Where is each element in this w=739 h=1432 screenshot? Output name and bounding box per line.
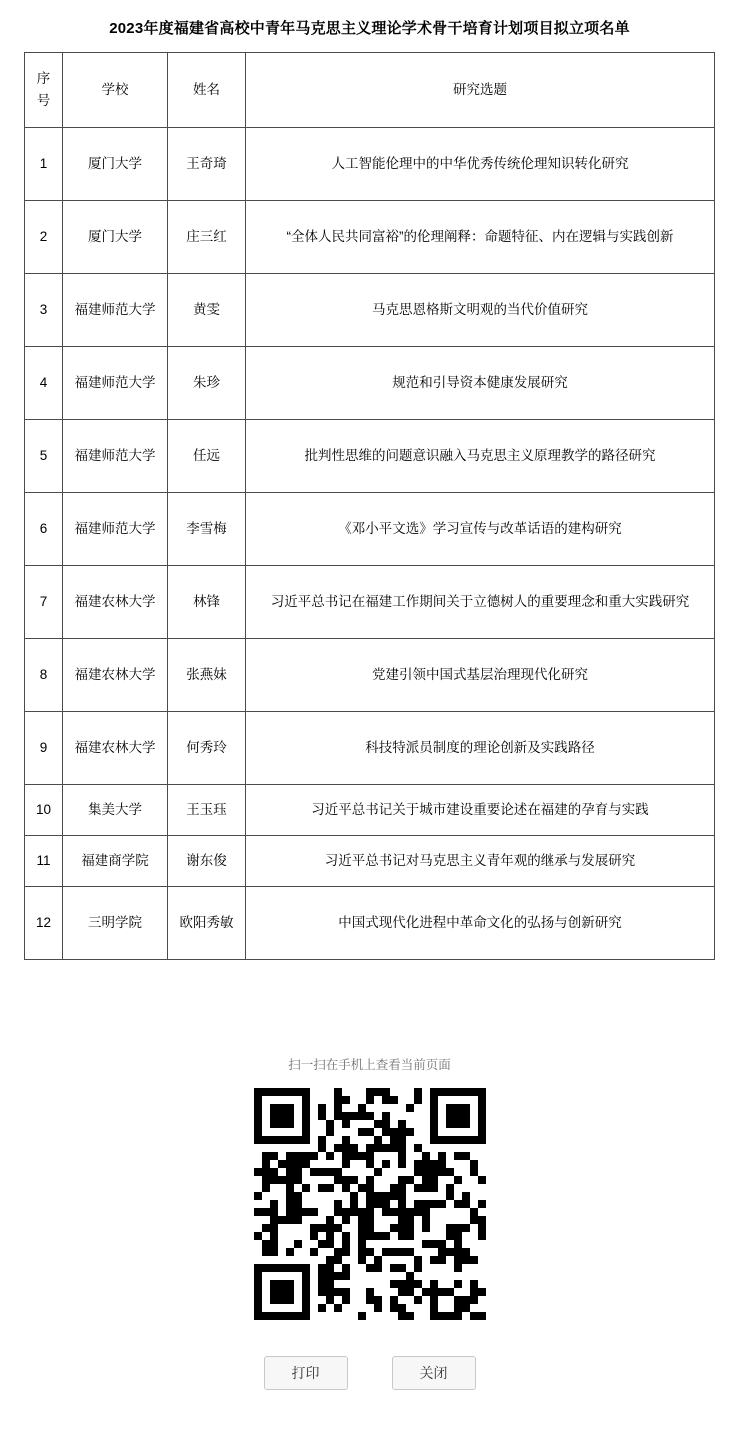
cell-school: 福建师范大学	[63, 493, 168, 566]
table-body	[25, 128, 715, 960]
cell-index: 5	[25, 420, 63, 493]
column-header-school: 学校	[63, 53, 168, 128]
column-header-topic: 研究选题	[246, 53, 715, 128]
cell-index: 10	[25, 785, 63, 836]
cell-name: 李雪梅	[168, 493, 246, 566]
cell-topic: 规范和引导资本健康发展研究	[246, 347, 715, 420]
cell-topic: “全体人民共同富裕”的伦理阐释：命题特征、内在逻辑与实践创新	[246, 201, 715, 274]
table-row	[25, 566, 715, 639]
table-row	[25, 836, 715, 887]
cell-school: 福建农林大学	[63, 639, 168, 712]
cell-index: 3	[25, 274, 63, 347]
award-list-table	[24, 52, 715, 960]
qr-code-icon	[254, 1088, 486, 1320]
cell-index: 12	[25, 887, 63, 960]
cell-index: 8	[25, 639, 63, 712]
table-row	[25, 201, 715, 274]
table-row	[25, 274, 715, 347]
cell-school: 福建商学院	[63, 836, 168, 887]
cell-topic: 批判性思维的问题意识融入马克思主义原理教学的路径研究	[246, 420, 715, 493]
cell-topic: 科技特派员制度的理论创新及实践路径	[246, 712, 715, 785]
cell-topic: 《邓小平文选》学习宣传与改革话语的建构研究	[246, 493, 715, 566]
qr-hint-text: 扫一扫在手机上查看当前页面	[288, 1058, 451, 1072]
table-row	[25, 493, 715, 566]
qr-code-canvas	[254, 1088, 486, 1320]
action-button-row	[24, 1356, 715, 1390]
cell-topic: 习近平总书记对马克思主义青年观的继承与发展研究	[246, 836, 715, 887]
cell-topic: 习近平总书记关于城市建设重要论述在福建的孕育与实践	[246, 785, 715, 836]
cell-name: 朱珍	[168, 347, 246, 420]
cell-index: 9	[25, 712, 63, 785]
cell-name: 林锋	[168, 566, 246, 639]
cell-school: 福建师范大学	[63, 274, 168, 347]
qr-section	[24, 1056, 715, 1320]
page-title: 2023年度福建省高校中青年马克思主义理论学术骨干培育计划项目拟立项名单	[109, 20, 630, 37]
table-row	[25, 639, 715, 712]
cell-school: 三明学院	[63, 887, 168, 960]
table-row	[25, 785, 715, 836]
cell-index: 2	[25, 201, 63, 274]
cell-topic: 马克思恩格斯文明观的当代价值研究	[246, 274, 715, 347]
table-row	[25, 712, 715, 785]
cell-school: 厦门大学	[63, 201, 168, 274]
cell-name: 庄三红	[168, 201, 246, 274]
table-row	[25, 128, 715, 201]
cell-topic: 中国式现代化进程中革命文化的弘扬与创新研究	[246, 887, 715, 960]
cell-school: 厦门大学	[63, 128, 168, 201]
cell-name: 张燕妹	[168, 639, 246, 712]
cell-name: 谢东俊	[168, 836, 246, 887]
cell-index: 6	[25, 493, 63, 566]
column-header-name: 姓名	[168, 53, 246, 128]
cell-school: 福建师范大学	[63, 347, 168, 420]
table-row	[25, 347, 715, 420]
cell-topic: 党建引领中国式基层治理现代化研究	[246, 639, 715, 712]
table-row	[25, 887, 715, 960]
cell-index: 11	[25, 836, 63, 887]
cell-index: 7	[25, 566, 63, 639]
cell-name: 任远	[168, 420, 246, 493]
table-row	[25, 420, 715, 493]
cell-name: 何秀玲	[168, 712, 246, 785]
cell-index: 4	[25, 347, 63, 420]
table-header	[25, 53, 715, 128]
cell-name: 黄雯	[168, 274, 246, 347]
cell-name: 王奇琦	[168, 128, 246, 201]
cell-topic: 人工智能伦理中的中华优秀传统伦理知识转化研究	[246, 128, 715, 201]
cell-index: 1	[25, 128, 63, 201]
cell-school: 福建农林大学	[63, 566, 168, 639]
cell-school: 福建师范大学	[63, 420, 168, 493]
table-header-row	[25, 53, 715, 128]
cell-name: 王玉珏	[168, 785, 246, 836]
column-header-index: 序号	[25, 53, 63, 128]
cell-school: 集美大学	[63, 785, 168, 836]
cell-topic: 习近平总书记在福建工作期间关于立德树人的重要理念和重大实践研究	[246, 566, 715, 639]
close-button[interactable]: 关闭	[392, 1356, 476, 1390]
cell-name: 欧阳秀敏	[168, 887, 246, 960]
print-button[interactable]: 打印	[264, 1356, 348, 1390]
cell-school: 福建农林大学	[63, 712, 168, 785]
